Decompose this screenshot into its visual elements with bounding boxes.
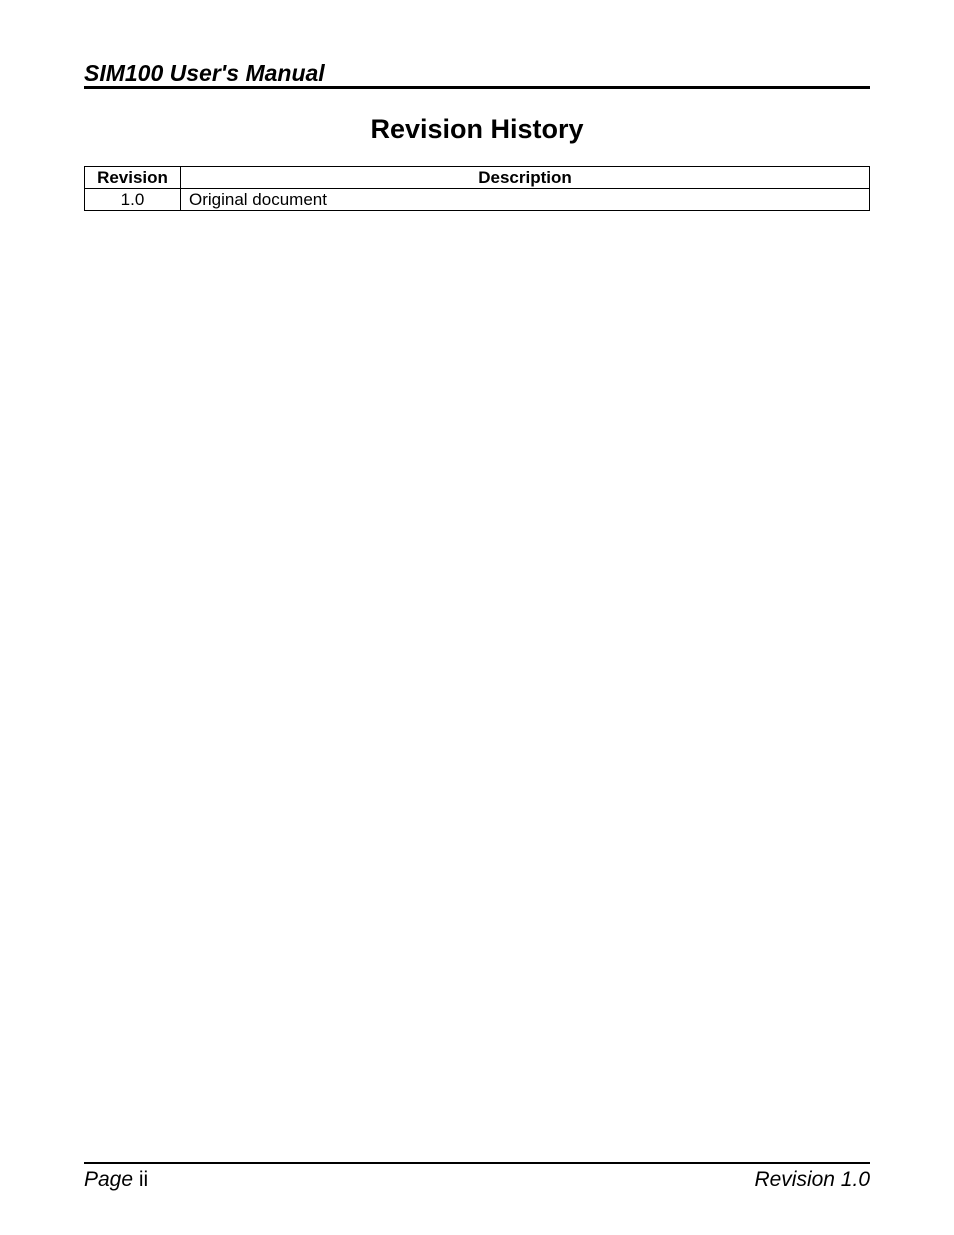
table-row [85,189,870,211]
table-header-row [85,167,870,189]
footer-revision: Revision 1.0 [754,1168,870,1191]
page-footer [84,1162,870,1194]
column-header-description: Description [181,167,870,189]
column-header-revision: Revision [85,167,181,189]
page-indicator [84,1167,148,1193]
page-header [84,58,870,89]
description-cell: Original document [181,189,870,211]
page-label: Page [84,1168,134,1191]
page-number: ii [138,1168,149,1191]
revision-table [84,166,870,211]
revision-cell: 1.0 [85,189,181,211]
manual-title: SIM100 User's Manual [84,60,325,86]
page-title: Revision History [370,114,584,144]
